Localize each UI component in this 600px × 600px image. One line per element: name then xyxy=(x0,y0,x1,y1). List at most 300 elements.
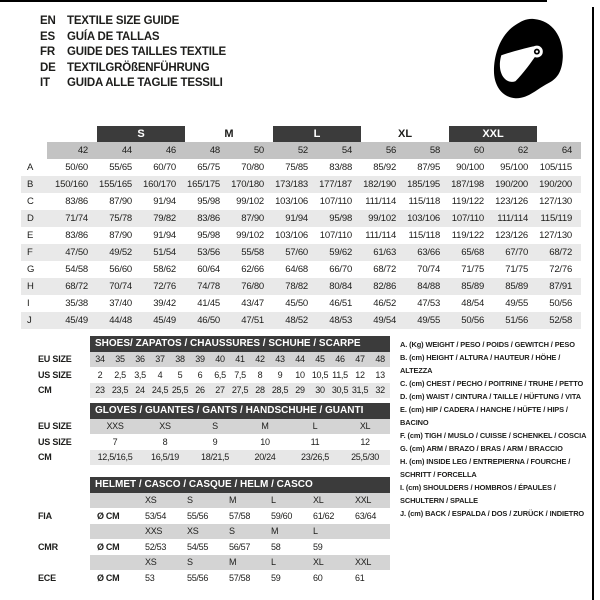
numeric-size-cell: 56 xyxy=(361,142,405,159)
gloves-size-table-container xyxy=(28,403,390,465)
measurement-cell: 107/110 xyxy=(319,230,353,241)
size-value-cell: 10,5 xyxy=(311,369,329,380)
size-value-cell: 11 xyxy=(310,436,320,447)
language-row xyxy=(40,45,226,61)
helmet-size-cell: L xyxy=(306,524,348,540)
measurement-cell: 155/165 xyxy=(97,176,141,193)
helmet-value-cell: 54/55 xyxy=(187,541,209,552)
size-value-cell: 23,5 xyxy=(110,383,130,399)
row-letter-cell: B xyxy=(21,176,47,193)
measurement-cell: 95/98 xyxy=(197,230,220,241)
size-value-cell: 30 xyxy=(310,383,330,399)
helmet-size-cell: M xyxy=(222,493,264,509)
size-band-cell: L xyxy=(273,126,361,142)
measurement-cell: 103/106 xyxy=(275,230,309,241)
language-code: DE xyxy=(40,61,56,74)
size-value-cell: 46 xyxy=(330,352,350,368)
measurement-cell: 65/68 xyxy=(449,244,493,261)
numeric-size-cell: 64 xyxy=(537,142,581,159)
measurement-cell: 84/88 xyxy=(405,278,449,295)
language-code: FR xyxy=(40,46,55,58)
measurement-cell: 150/160 xyxy=(47,176,97,193)
table-title-row xyxy=(28,477,390,493)
size-value-cell: XXS xyxy=(90,419,140,435)
measurement-cell: 123/126 xyxy=(495,230,529,241)
textile-size-table-container xyxy=(21,126,581,329)
size-value-cell: 8 xyxy=(257,369,263,380)
measurement-cell: 60/70 xyxy=(153,162,176,173)
size-value-cell: 23 xyxy=(90,383,110,399)
measurement-cell: 70/74 xyxy=(417,264,441,275)
size-value-cell: 34 xyxy=(90,352,110,368)
size-value-cell: 2,5 xyxy=(114,369,126,380)
measurement-cell: 75/85 xyxy=(285,162,309,173)
size-value-cell: M xyxy=(240,419,290,435)
measurement-cell: 74/78 xyxy=(185,278,229,295)
measurement-cell: 64/68 xyxy=(285,264,309,275)
measurement-cell: 46/51 xyxy=(329,298,353,309)
measurement-cell: 71/75 xyxy=(505,264,529,275)
row-letter-cell: D xyxy=(21,210,47,227)
size-value-cell: 9 xyxy=(277,369,283,380)
language-row xyxy=(40,30,226,46)
size-value-cell: 11,5 xyxy=(332,369,348,380)
legend-item: D. (cm) WAIST / CINTURA / TAILLE / HÜFTUNG / VITA xyxy=(400,392,581,401)
row-label-cell: US SIZE xyxy=(38,369,72,380)
band-spacer-cell xyxy=(21,126,47,142)
guide-title: TEXTILGRÖßENFÜHRUNG xyxy=(67,61,210,74)
measurement-cell: 115/118 xyxy=(408,196,441,207)
measurement-cell: 87/90 xyxy=(229,210,273,227)
measurement-cell: 49/55 xyxy=(505,298,529,309)
numeric-size-cell: 58 xyxy=(405,142,449,159)
size-value-cell: 28,5 xyxy=(270,383,290,399)
measurement-cell: 50/60 xyxy=(65,162,88,173)
size-value-cell: 40 xyxy=(210,352,230,368)
measurement-cell: 85/92 xyxy=(373,162,397,173)
size-value-cell: 16,5/19 xyxy=(140,450,190,466)
helmet-value-cell: 58 xyxy=(271,541,281,552)
measurement-cell: 45/49 xyxy=(141,312,185,329)
size-value-cell: 48 xyxy=(370,352,390,368)
measurement-cell: 90/100 xyxy=(456,162,485,173)
measurement-cell: 177/187 xyxy=(317,176,361,193)
measurement-cell: 190/200 xyxy=(537,176,581,193)
size-value-cell: 5 xyxy=(177,369,183,380)
measurement-cell: 111/114 xyxy=(365,196,397,207)
measurement-cell: 51/54 xyxy=(141,244,185,261)
row-label-cell xyxy=(28,555,90,571)
measurement-cell: 37/40 xyxy=(109,298,132,309)
size-value-cell: 12,5/16,5 xyxy=(90,450,140,466)
measurement-cell: 46/52 xyxy=(373,298,397,309)
helmet-size-cell: M xyxy=(264,524,306,540)
size-band-cell: M xyxy=(224,128,234,140)
measurement-cell: 50/56 xyxy=(549,298,573,309)
measurement-cell: 85/89 xyxy=(493,278,537,295)
guide-title: GUÍA DE TALLAS xyxy=(67,30,160,43)
measurement-cell: 48/52 xyxy=(273,312,317,329)
numeric-size-cell: 54 xyxy=(317,142,361,159)
size-value-cell: 12 xyxy=(360,436,370,447)
size-value-cell: 10 xyxy=(295,369,305,380)
guide-title: TEXTILE SIZE GUIDE xyxy=(67,15,180,27)
size-value-cell: XS xyxy=(140,419,190,435)
legend-item: E. (cm) HIP / CADERA / HANCHE / HÜFTE / HIPS / BACINO xyxy=(400,405,568,427)
measurement-cell: 45/49 xyxy=(47,312,97,329)
measurement-cell: 57/60 xyxy=(273,244,317,261)
row-letter-cell: F xyxy=(21,244,47,261)
row-letter-cell: C xyxy=(27,196,34,207)
size-data-row xyxy=(28,383,390,399)
size-band-cell: S xyxy=(97,126,185,142)
measurement-cell: 72/76 xyxy=(549,264,573,275)
measurement-cell: 47/53 xyxy=(417,298,441,309)
numeric-size-cell: 42 xyxy=(47,142,97,159)
helmet-size-cell: XXL xyxy=(348,493,390,509)
helmet-value-cell: 55/56 xyxy=(187,510,209,521)
measurement-cell: 127/130 xyxy=(539,230,573,241)
measurement-cell: 66/70 xyxy=(329,264,353,275)
measurement-cell: 95/98 xyxy=(317,210,361,227)
size-band-row xyxy=(21,126,581,142)
size-band-cell: XL xyxy=(398,128,413,140)
size-value-cell: 7,5 xyxy=(234,369,246,380)
size-value-cell: 12 xyxy=(355,369,365,380)
numeric-size-cell: 48 xyxy=(185,142,229,159)
measurement-cell: 173/183 xyxy=(273,176,317,193)
size-value-cell: 3,5 xyxy=(134,369,146,380)
helmet-size-header-row xyxy=(28,555,390,571)
measurement-cell: 105/115 xyxy=(539,162,573,173)
size-value-cell: 25,5 xyxy=(170,383,190,399)
size-value-cell: 30,5 xyxy=(330,383,350,399)
measurement-cell: 44/48 xyxy=(97,312,141,329)
table-title-bar: SHOES/ ZAPATOS / CHAUSSURES / SCHUHE / SCARPE xyxy=(90,336,390,352)
measurement-cell: 87/90 xyxy=(109,230,132,241)
measurement-cell: 123/126 xyxy=(495,196,529,207)
measurement-cell: 35/38 xyxy=(65,298,88,309)
measurement-cell: 72/76 xyxy=(141,278,185,295)
helmet-size-cell: S xyxy=(180,493,222,509)
measurement-cell: 60/64 xyxy=(197,264,220,275)
row-letter-cell: G xyxy=(27,264,35,275)
measurement-row xyxy=(21,176,581,193)
helmet-size-table-container xyxy=(28,477,390,586)
measurement-cell: 82/86 xyxy=(361,278,405,295)
language-code: EN xyxy=(40,15,56,27)
size-value-cell: 2 xyxy=(97,369,103,380)
numeric-size-cell: 46 xyxy=(141,142,185,159)
table-title-bar: GLOVES / GUANTES / GANTS / HANDSCHUHE / GUANTI xyxy=(90,403,390,419)
numeric-size-cell: 50 xyxy=(229,142,273,159)
row-label-cell: CM xyxy=(38,385,52,396)
measurement-cell: 52/58 xyxy=(537,312,581,329)
measurement-cell: 41/45 xyxy=(197,298,220,309)
language-row xyxy=(40,76,226,92)
measurement-cell: 75/78 xyxy=(97,210,141,227)
measurement-row xyxy=(21,261,581,278)
measurement-cell: 115/118 xyxy=(408,230,441,241)
racing-helmet-icon xyxy=(491,14,565,104)
helmet-value-cell: 56/57 xyxy=(229,541,251,552)
helmet-value-row xyxy=(28,570,390,586)
measurement-cell: 95/100 xyxy=(500,162,529,173)
helmet-size-cell: L xyxy=(264,555,306,571)
guide-title: GUIDA ALLE TAGLIE TESSILI xyxy=(67,77,223,89)
textile-size-table xyxy=(21,126,581,329)
legend-item: J. (cm) BACK / ESPALDA / DOS / ZURÜCK / INDIETRO xyxy=(400,509,585,518)
measurement-cell: 53/56 xyxy=(185,244,229,261)
size-value-cell: 38 xyxy=(170,352,190,368)
measurement-cell: 85/89 xyxy=(449,278,493,295)
diameter-unit-cell: Ø CM xyxy=(97,541,120,552)
measurement-row xyxy=(21,278,581,295)
measurement-cell: 54/58 xyxy=(65,264,88,275)
measurement-cell: 48/53 xyxy=(317,312,361,329)
measurement-cell: 190/200 xyxy=(493,176,537,193)
size-value-cell: 44 xyxy=(290,352,310,368)
helmet-value-cell: 57/58 xyxy=(229,572,251,583)
helmet-value-cell: 52/53 xyxy=(145,541,167,552)
language-code: ES xyxy=(40,30,55,43)
helmet-size-cell: XL xyxy=(306,555,348,571)
measurement-cell: 83/86 xyxy=(65,196,88,207)
size-value-cell: 43 xyxy=(270,352,290,368)
helmet-size-header-row xyxy=(28,493,390,509)
legend-item: F. (cm) TIGH / MUSLO / CUISSE / SCHENKEL / COSCIA xyxy=(400,431,587,440)
table-title-row xyxy=(28,336,390,352)
row-label-cell xyxy=(28,493,90,509)
helmet-value-cell: 59/60 xyxy=(271,510,293,521)
gloves-table xyxy=(28,403,390,465)
measurement-cell: 47/51 xyxy=(229,312,273,329)
measurement-row xyxy=(21,244,581,261)
size-value-cell: 13 xyxy=(375,369,385,380)
helmet-size-cell: S xyxy=(222,524,264,540)
row-letter-cell: J xyxy=(21,312,47,329)
measurement-cell: 46/50 xyxy=(185,312,229,329)
helmet-size-cell: XXS xyxy=(138,524,180,540)
measurement-cell: 49/54 xyxy=(361,312,405,329)
row-letter-cell: H xyxy=(21,278,47,295)
measurement-cell: 87/90 xyxy=(109,196,132,207)
measurement-cell: 68/72 xyxy=(47,278,97,295)
helmet-size-cell: M xyxy=(222,555,264,571)
measurement-cell: 65/75 xyxy=(197,162,220,173)
size-value-cell: S xyxy=(190,419,240,435)
size-value-cell: 31,5 xyxy=(350,383,370,399)
helmet-value-cell: 57/58 xyxy=(229,510,251,521)
measurement-cell: 187/198 xyxy=(449,176,493,193)
measurement-cell: 48/54 xyxy=(461,298,485,309)
measurement-cell: 165/175 xyxy=(185,176,229,193)
language-row xyxy=(40,14,226,30)
size-value-cell: 36 xyxy=(130,352,150,368)
size-header-spacer-cell xyxy=(90,555,138,571)
measurement-cell: 95/98 xyxy=(197,196,220,207)
measurement-cell: 127/130 xyxy=(539,196,573,207)
size-value-cell: 10 xyxy=(260,436,270,447)
measurement-cell: 91/94 xyxy=(273,210,317,227)
helmet-value-cell xyxy=(348,539,390,555)
measurement-cell: 160/170 xyxy=(141,176,185,193)
helmet-size-header-row xyxy=(28,524,390,540)
measurement-cell: 170/180 xyxy=(229,176,273,193)
size-data-row xyxy=(28,434,390,450)
size-value-cell: 24,5 xyxy=(150,383,170,399)
measurement-cell: 182/190 xyxy=(361,176,405,193)
helmet-value-row xyxy=(28,539,390,555)
measurement-cell: 111/114 xyxy=(365,230,397,241)
size-data-row xyxy=(28,450,390,466)
size-value-cell: 42 xyxy=(250,352,270,368)
measurement-row xyxy=(21,227,581,244)
numeric-size-cell: 44 xyxy=(97,142,141,159)
helmet-size-cell: XL xyxy=(306,493,348,509)
language-row xyxy=(40,61,226,77)
size-data-row xyxy=(28,367,390,383)
helmet-value-cell: 55/56 xyxy=(187,572,209,583)
helmet-value-cell: 60 xyxy=(313,572,323,583)
page-top-border xyxy=(0,0,547,2)
size-value-cell: XL xyxy=(340,419,390,435)
title-spacer-cell xyxy=(28,336,90,352)
size-value-cell: 27 xyxy=(210,383,230,399)
measurement-cell: 50/56 xyxy=(449,312,493,329)
legend-item: A. (Kg) WEIGHT / PESO / POIDS / GEWITCH / PESO xyxy=(400,340,575,349)
measurement-cell: 63/66 xyxy=(405,244,449,261)
language-code: IT xyxy=(40,77,50,89)
helmet-value-cell: 53 xyxy=(145,572,155,583)
helmet-size-cell: XXL xyxy=(348,555,390,571)
measurement-cell: 47/50 xyxy=(47,244,97,261)
certification-label-cell: ECE xyxy=(38,572,56,583)
measurement-cell: 79/82 xyxy=(141,210,185,227)
size-value-cell: 4 xyxy=(157,369,163,380)
helmet-value-cell: 61/62 xyxy=(313,510,335,521)
measurement-cell: 83/88 xyxy=(329,162,353,173)
measurement-cell: 45/50 xyxy=(285,298,309,309)
legend-item: H. (cm) INSIDE LEG / ENTREPIERNA / FOURCHE / SCHRITT / FORCELLA xyxy=(400,457,571,479)
row-letter-cell: E xyxy=(27,230,34,241)
size-value-cell: 35 xyxy=(110,352,130,368)
guide-title: GUIDE DES TAILLES TEXTILE xyxy=(67,46,226,58)
measurement-cell: 78/82 xyxy=(273,278,317,295)
measurement-cell: 115/119 xyxy=(537,210,581,227)
measurement-cell: 58/62 xyxy=(153,264,176,275)
measurement-cell: 111/114 xyxy=(493,210,537,227)
row-label-cell: EU SIZE xyxy=(38,421,72,432)
helmet-size-cell: L xyxy=(264,493,306,509)
title-spacer-cell xyxy=(28,403,90,419)
measurement-cell: 56/60 xyxy=(109,264,132,275)
measurement-cell: 62/66 xyxy=(241,264,265,275)
measurement-cell: 68/72 xyxy=(537,244,581,261)
size-value-cell: 18/21,5 xyxy=(190,450,240,466)
measurement-cell: 107/110 xyxy=(319,196,353,207)
row-label-cell: CM xyxy=(38,452,52,463)
size-value-cell: 20/24 xyxy=(240,450,290,466)
measurement-row xyxy=(21,312,581,329)
helmet-table xyxy=(28,477,390,586)
helmet-value-cell: 59 xyxy=(313,541,323,552)
size-data-row xyxy=(28,419,390,435)
size-value-cell: 29 xyxy=(290,383,310,399)
helmet-size-cell: S xyxy=(180,555,222,571)
helmet-size-cell xyxy=(348,524,390,540)
helmet-size-cell: XS xyxy=(180,524,222,540)
measurement-cell: 49/52 xyxy=(97,244,141,261)
size-band-cell: XXL xyxy=(449,126,537,142)
measurement-cell: 103/106 xyxy=(275,196,309,207)
legend-item: B. (cm) HEIGHT / ALTURA / HAUTEUR / HÖHE / ALTEZZA xyxy=(400,353,561,375)
measurement-cell: 107/110 xyxy=(449,210,493,227)
size-header-spacer-cell xyxy=(90,493,138,509)
numeric-size-cell: 52 xyxy=(273,142,317,159)
measurement-cell: 70/74 xyxy=(97,278,141,295)
measurement-cell: 39/42 xyxy=(153,298,176,309)
numeric-size-cell: 60 xyxy=(449,142,493,159)
measurement-row xyxy=(21,295,581,312)
size-value-cell: 27,5 xyxy=(230,383,250,399)
diameter-unit-cell: Ø CM xyxy=(97,510,120,521)
diameter-unit-cell: Ø CM xyxy=(97,572,120,583)
size-band-cell xyxy=(537,126,581,142)
size-value-cell: 23/26,5 xyxy=(290,450,340,466)
size-value-cell: L xyxy=(290,419,340,435)
size-value-cell: 9 xyxy=(212,436,218,447)
size-value-cell: 26 xyxy=(190,383,210,399)
measurement-cell: 59/62 xyxy=(317,244,361,261)
legend-item: G. (cm) ARM / BRAZO / BRAS / ARM / BRACCIO xyxy=(400,444,563,453)
size-value-cell: 45 xyxy=(310,352,330,368)
certification-label-cell: FIA xyxy=(38,510,52,521)
measurement-cell: 119/122 xyxy=(451,230,485,241)
row-label-cell: EU SIZE xyxy=(38,354,72,365)
measurement-cell: 185/195 xyxy=(405,176,449,193)
measurement-legend xyxy=(400,338,592,520)
page-right-border xyxy=(592,7,594,600)
measurement-cell: 68/72 xyxy=(373,264,397,275)
measurement-cell: 80/84 xyxy=(317,278,361,295)
measurement-cell: 70/80 xyxy=(241,162,265,173)
measurement-row xyxy=(21,193,581,210)
certification-label-cell: CMR xyxy=(38,541,58,552)
measurement-cell: 55/65 xyxy=(109,162,132,173)
numeric-size-row xyxy=(21,142,581,159)
size-value-cell: 6,5 xyxy=(214,369,226,380)
shoes-table xyxy=(28,336,390,398)
size-value-cell: 7 xyxy=(112,436,118,447)
measurement-cell: 83/86 xyxy=(65,230,88,241)
measurement-cell: 87/91 xyxy=(537,278,581,295)
size-value-cell: 39 xyxy=(190,352,210,368)
row-letter-cell: A xyxy=(27,162,34,173)
table-title-row xyxy=(28,403,390,419)
helmet-size-cell: XS xyxy=(138,555,180,571)
measurement-cell: 119/122 xyxy=(451,196,485,207)
size-value-cell: 8 xyxy=(162,436,168,447)
legend-item: I. (cm) SHOULDERS / HOMBROS / ÉPAULES / SCHULTERN / SPALLE xyxy=(400,483,556,505)
size-value-cell: 28 xyxy=(250,383,270,399)
language-title-list xyxy=(40,14,226,92)
measurement-cell: 76/80 xyxy=(229,278,273,295)
title-spacer-cell xyxy=(28,477,90,493)
measurement-cell: 43/47 xyxy=(241,298,265,309)
row-letter-cell xyxy=(21,142,47,159)
helmet-value-cell: 63/64 xyxy=(355,510,377,521)
